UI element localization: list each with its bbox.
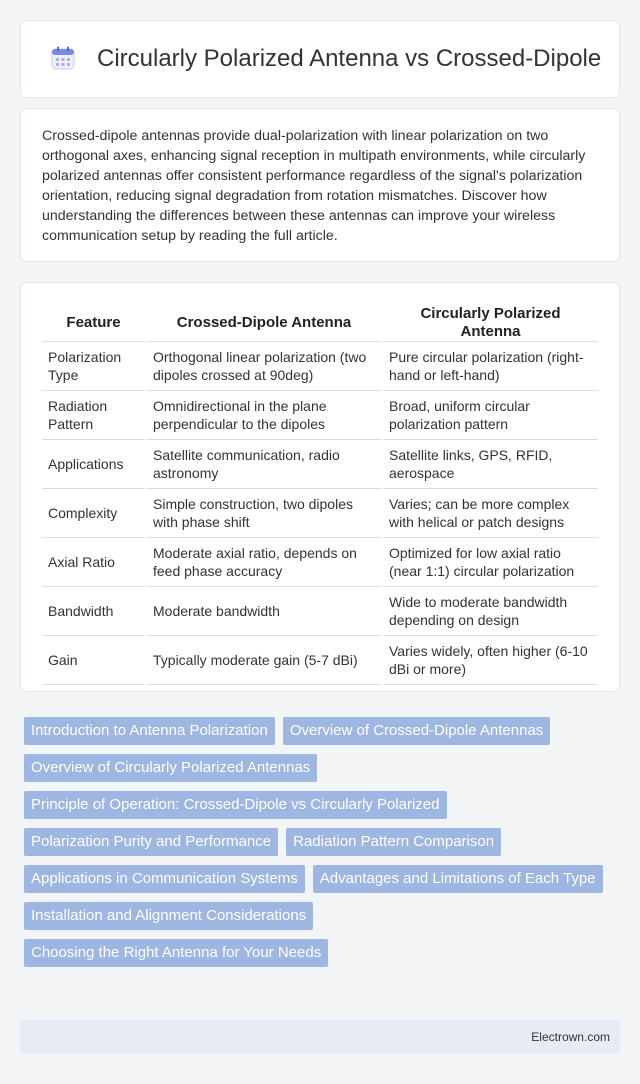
- tag-intro-antenna-polarization[interactable]: Introduction to Antenna Polarization: [24, 717, 275, 745]
- page-title: Circularly Polarized Antenna vs Crossed-Dipole: [97, 45, 602, 72]
- cell-crossed-dipole: Omnidirectional in the plane perpendicular to the dipoles: [146, 391, 382, 440]
- tag-applications-communication[interactable]: Applications in Communication Systems: [24, 865, 305, 893]
- table-row: [42, 440, 598, 489]
- table-row: [42, 489, 598, 538]
- footer: [20, 1020, 620, 1054]
- topic-tag-list: [24, 717, 614, 967]
- cell-feature: Applications: [42, 440, 146, 489]
- table-header-row: [42, 305, 598, 342]
- intro-paragraph: Crossed-dipole antennas provide dual-polarization with linear polarization on two orthogonal axes, enhancing signal reception in multipath environments, while circularly polarized antennas offer consistent performance regardless of the signal's polarization orientation, reducing signal degradation from rotation mismatches. Discover how understanding the differences between these antennas can improve your wireless communication setup by reading the full article.: [42, 128, 586, 244]
- comparison-table: [42, 305, 598, 685]
- cell-feature: Complexity: [42, 489, 146, 538]
- cell-crossed-dipole: Typically moderate gain (5-7 dBi): [146, 636, 382, 685]
- cell-crossed-dipole: Moderate axial ratio, depends on feed phase accuracy: [146, 538, 382, 587]
- tag-overview-circularly-polarized[interactable]: Overview of Circularly Polarized Antennas: [24, 754, 317, 782]
- cell-circularly-polarized: Varies; can be more complex with helical or patch designs: [382, 489, 598, 538]
- header-circularly-polarized: Circularly Polarized Antenna: [382, 305, 598, 342]
- intro-card: [20, 108, 620, 262]
- table-row: [42, 391, 598, 440]
- tag-polarization-purity[interactable]: Polarization Purity and Performance: [24, 828, 278, 856]
- cell-circularly-polarized: Optimized for low axial ratio (near 1:1) circular polarization: [382, 538, 598, 587]
- cell-crossed-dipole: Moderate bandwidth: [146, 587, 382, 636]
- cell-circularly-polarized: Satellite links, GPS, RFID, aerospace: [382, 440, 598, 489]
- cell-crossed-dipole: Orthogonal linear polarization (two dipoles crossed at 90deg): [146, 342, 382, 391]
- header-crossed-dipole: Crossed-Dipole Antenna: [146, 305, 382, 342]
- table-row: [42, 636, 598, 685]
- cell-crossed-dipole: Satellite communication, radio astronomy: [146, 440, 382, 489]
- cell-crossed-dipole: Simple construction, two dipoles with phase shift: [146, 489, 382, 538]
- table-row: [42, 587, 598, 636]
- footer-brand: Electrown.com: [531, 1030, 610, 1044]
- tag-radiation-pattern-comparison[interactable]: Radiation Pattern Comparison: [286, 828, 501, 856]
- tag-advantages-limitations[interactable]: Advantages and Limitations of Each Type: [313, 865, 603, 893]
- cell-feature: Radiation Pattern: [42, 391, 146, 440]
- cell-feature: Axial Ratio: [42, 538, 146, 587]
- header-card: [20, 20, 620, 98]
- cell-circularly-polarized: Varies widely, often higher (6-10 dBi or more): [382, 636, 598, 685]
- cell-circularly-polarized: Pure circular polarization (right-hand or left-hand): [382, 342, 598, 391]
- cell-feature: Bandwidth: [42, 587, 146, 636]
- cell-circularly-polarized: Broad, uniform circular polarization pattern: [382, 391, 598, 440]
- header-feature: Feature: [42, 305, 146, 342]
- comparison-table-card: [20, 282, 620, 692]
- tag-installation-alignment[interactable]: Installation and Alignment Considerations: [24, 902, 313, 930]
- calendar-icon: [50, 45, 76, 71]
- cell-circularly-polarized: Wide to moderate bandwidth depending on design: [382, 587, 598, 636]
- cell-feature: Gain: [42, 636, 146, 685]
- tag-choosing-right-antenna[interactable]: Choosing the Right Antenna for Your Needs: [24, 939, 328, 967]
- cell-feature: Polarization Type: [42, 342, 146, 391]
- table-row: [42, 538, 598, 587]
- table-row: [42, 342, 598, 391]
- tag-principle-of-operation[interactable]: Principle of Operation: Crossed-Dipole vs Circularly Polarized: [24, 791, 447, 819]
- tag-overview-crossed-dipole[interactable]: Overview of Crossed-Dipole Antennas: [283, 717, 550, 745]
